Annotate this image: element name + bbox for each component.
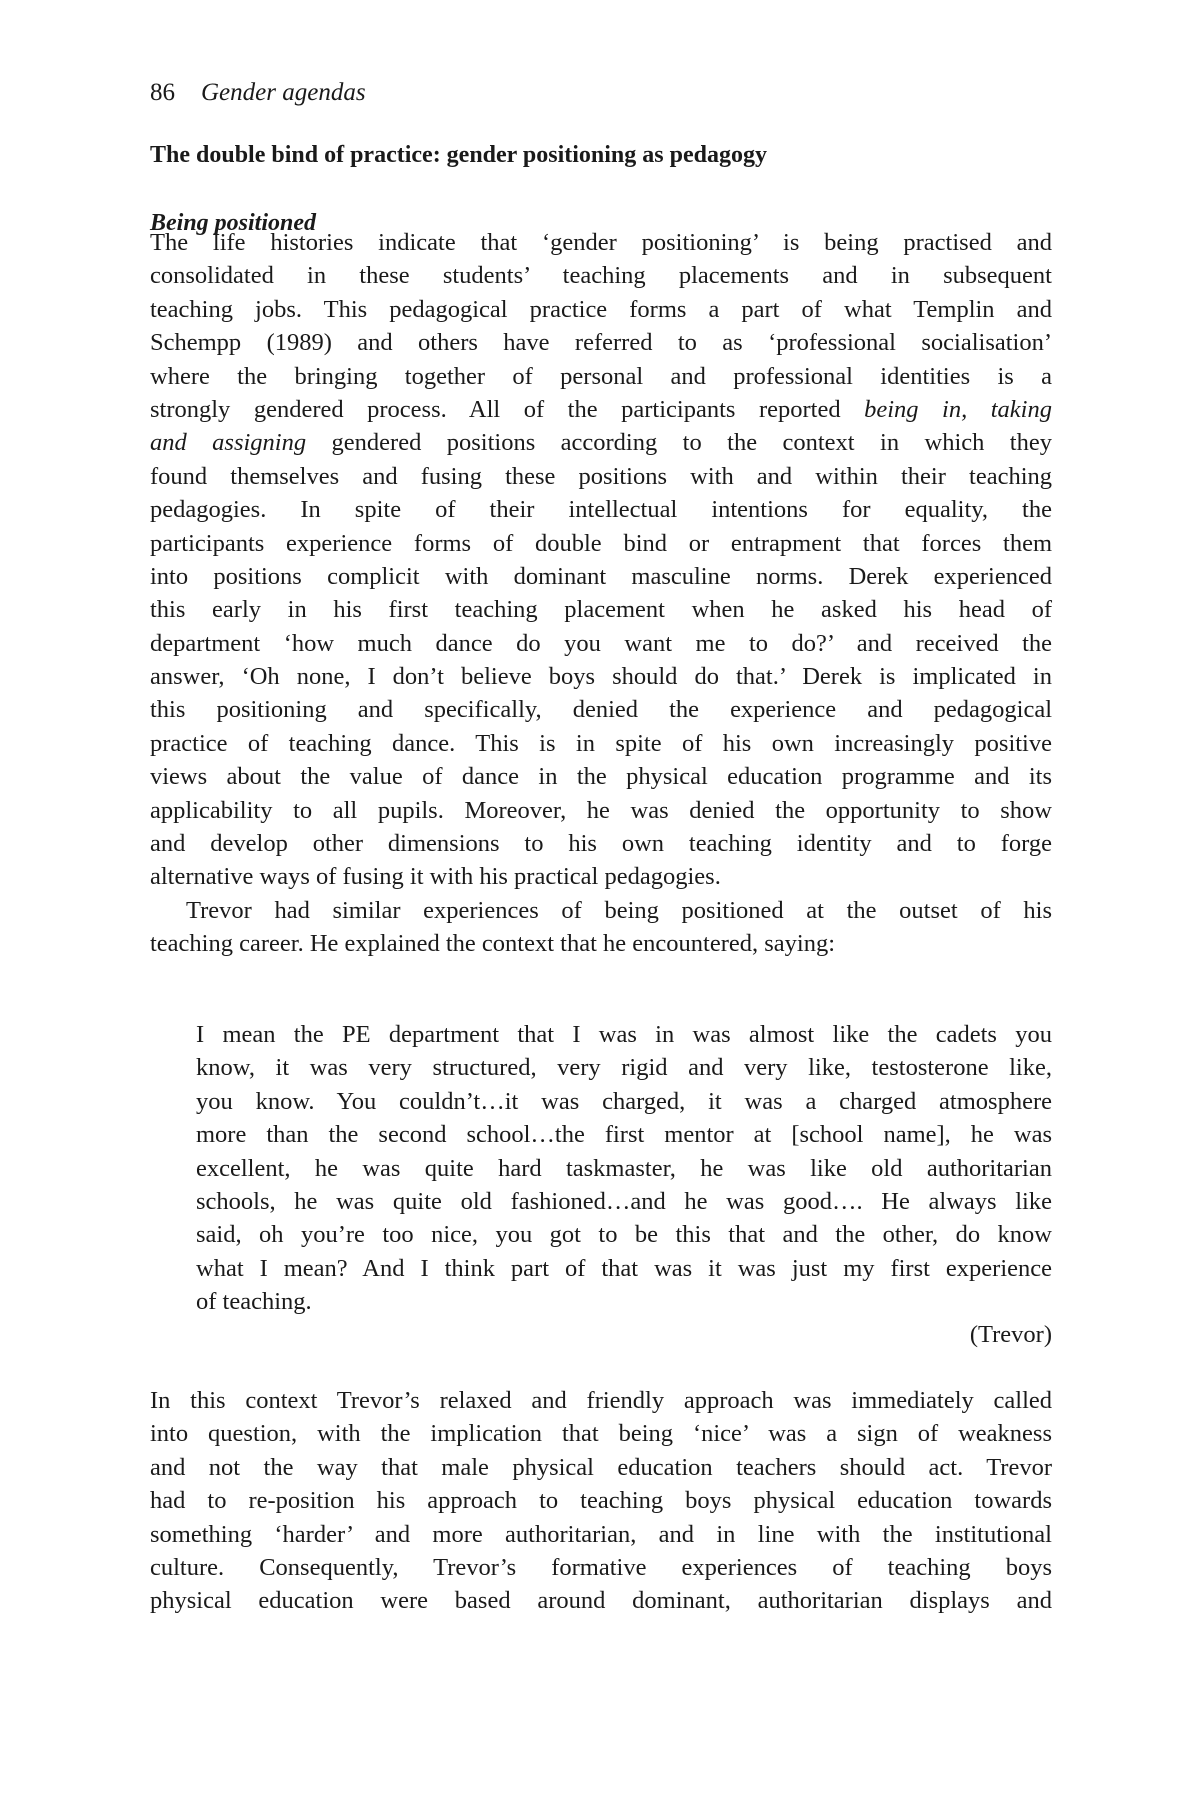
text-line: into positions complicit with dominant masculine norms. Derek experienced	[150, 562, 1052, 590]
subsection-title: Being positioned	[150, 210, 317, 236]
text-line: I mean the PE department that I was in was almost like the cadets you	[196, 1021, 1052, 1048]
text-line: this early in his first teaching placement when he asked his head of	[150, 596, 1052, 624]
text-line: teaching career. He explained the context that he encountered, saying:	[150, 930, 836, 958]
running-head-title: Gender agendas	[201, 79, 366, 106]
text-line: excellent, he was quite hard taskmaster, he was like old authoritarian	[196, 1154, 1052, 1182]
page-number: 86	[150, 79, 175, 106]
text-line: answer, ‘Oh none, I don’t believe boys should do that.’ Derek is implicated in	[150, 663, 1052, 691]
italic-text-run: being in, taking	[864, 395, 1052, 423]
text-line: practice of teaching dance. This is in spite of his own increasingly positive	[150, 729, 1052, 757]
paragraph-1	[150, 226, 1052, 894]
text-line: into question, with the implication that being ‘nice’ was a sign of weakness	[150, 1420, 1052, 1448]
section-title: The double bind of practice: gender positioning as pedagogy	[150, 142, 767, 168]
text-line: culture. Consequently, Trevor’s formative experiences of teaching boys	[150, 1553, 1052, 1581]
text-line: and not the way that male physical education teachers should act. Trevor	[150, 1453, 1052, 1481]
text-line: views about the value of dance in the physical education programme and its	[150, 763, 1052, 791]
text-line: something ‘harder’ and more authoritarian, and in line with the institutional	[150, 1520, 1052, 1548]
text-line: where the bringing together of personal and professional identities is a	[150, 362, 1052, 390]
text-line: said, oh you’re too nice, you got to be this that and the other, do know	[196, 1221, 1052, 1249]
text-run: strongly gendered process. All of the participants reported	[150, 395, 865, 423]
block-quote	[196, 1018, 1052, 1319]
running-head	[150, 78, 366, 108]
text-line: of teaching.	[196, 1288, 312, 1316]
italic-text-run: and assigning	[150, 429, 307, 457]
text-line: found themselves and fusing these positions with and within their teaching	[150, 462, 1052, 490]
text-line: Schempp (1989) and others have referred to as ‘professional socialisation’	[150, 329, 1052, 357]
text-run: gendered positions according to the context in which they	[306, 429, 1052, 457]
text-line: you know. You couldn’t…it was charged, it was a charged atmosphere	[196, 1087, 1052, 1115]
text-line: alternative ways of fusing it with his practical pedagogies.	[150, 863, 721, 891]
text-line: know, it was very structured, very rigid and very like, testosterone like,	[196, 1054, 1052, 1082]
text-line: applicability to all pupils. Moreover, he was denied the opportunity to show	[150, 796, 1052, 824]
text-line: physical education were based around dominant, authoritarian displays and	[150, 1587, 1052, 1615]
quote-attribution: (Trevor)	[969, 1321, 1052, 1348]
text-line: more than the second school…the first mentor at [school name], he was	[196, 1121, 1052, 1149]
text-line: The life histories indicate that ‘gender positioning’ is being practised and	[150, 229, 1052, 256]
text-line: consolidated in these students’ teaching placements and in subsequent	[150, 262, 1052, 290]
text-line	[150, 393, 1052, 426]
text-line: what I mean? And I think part of that was it was just my first experience	[196, 1254, 1052, 1282]
text-line: teaching jobs. This pedagogical practice forms a part of what Templin and	[150, 295, 1052, 323]
paragraph-3	[150, 1384, 1052, 1618]
paragraph-2	[150, 894, 1052, 961]
text-line: this positioning and specifically, denied the experience and pedagogical	[150, 696, 1052, 724]
text-line: Trevor had similar experiences of being positioned at the outset of his	[186, 897, 1052, 924]
text-line	[150, 426, 1052, 459]
text-line: schools, he was quite old fashioned…and he was good…. He always like	[196, 1187, 1052, 1215]
text-line: pedagogies. In spite of their intellectual intentions for equality, the	[150, 496, 1052, 524]
text-line: and develop other dimensions to his own teaching identity and to forge	[150, 830, 1052, 858]
text-line: In this context Trevor’s relaxed and friendly approach was immediately called	[150, 1387, 1052, 1414]
text-line: participants experience forms of double bind or entrapment that forces them	[150, 529, 1052, 557]
text-line: department ‘how much dance do you want me to do?’ and received the	[150, 629, 1052, 657]
text-line: had to re-position his approach to teaching boys physical education towards	[150, 1487, 1052, 1515]
